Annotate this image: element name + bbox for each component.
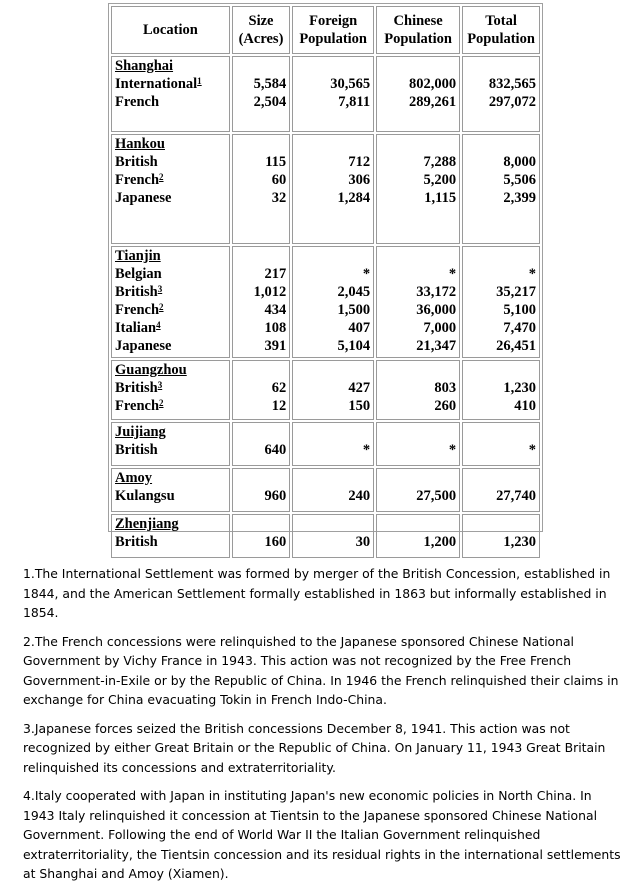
cell-value: 2,045: [337, 284, 371, 300]
concession-name: International$^1$: [115, 76, 202, 92]
table-row: [111, 422, 540, 466]
cell-spacer: [236, 361, 286, 379]
cell-value: 1,230: [503, 380, 536, 396]
location-cell: [111, 246, 230, 358]
concession-name: British: [115, 154, 158, 170]
chinese-cell: [376, 360, 460, 420]
cell-spacer: [466, 515, 536, 533]
size-cell: [232, 514, 290, 558]
size-cell: [232, 422, 290, 466]
cell-spacer: [236, 57, 286, 75]
cell-value: 60: [271, 172, 287, 188]
cell-spacer: [380, 469, 456, 487]
cell-spacer: [296, 423, 370, 441]
cell-value: 434: [264, 302, 287, 318]
cell-value: 289,261: [408, 94, 457, 110]
cell-value: 115: [265, 154, 287, 170]
cell-spacer: [296, 361, 370, 379]
cell-value: *: [362, 266, 371, 282]
cell-value: 712: [348, 154, 371, 170]
cell-value: 1,500: [337, 302, 371, 318]
cell-value: 7,811: [338, 94, 371, 110]
cell-value: 12: [271, 398, 287, 414]
cell-value: 7,288: [423, 154, 457, 170]
concession-name: British: [115, 534, 158, 550]
cell-spacer: [236, 515, 286, 533]
cell-value: 36,000: [416, 302, 457, 318]
concession-name: Japanese: [115, 338, 172, 354]
cell-value: 640: [264, 442, 287, 458]
header-total-population: Total Population: [462, 6, 540, 54]
foreign-cell: [292, 134, 374, 244]
cell-spacer: [380, 135, 456, 153]
cell-value: 240: [348, 488, 371, 504]
cell-value: 30: [355, 534, 371, 550]
cell-value: 32: [271, 190, 287, 206]
cell-spacer: [380, 247, 456, 265]
cell-value: 5,506: [503, 172, 536, 188]
concession-name: British: [115, 442, 158, 458]
footnote-1: 1.The International Settlement was formed by merger of the British Concession, established in 1844, and the American Settlement formally established in 1863 but informally established in 1854.: [23, 566, 611, 620]
footnote-3: 3.Japanese forces seized the British concessions December 8, 1941. This action was not recognized by either Great Britain or the Republic of China. On January 11, 1943 Great Britain relinquished its concessions and extraterritoriality.: [23, 720, 606, 775]
location-cell: [111, 468, 230, 512]
cell-value: 217: [264, 266, 287, 282]
footnote-marker: 1: [197, 76, 202, 86]
cell-value: 150: [348, 398, 371, 414]
cell-value: 5,100: [503, 302, 536, 318]
concession-name: British$^3$: [115, 380, 163, 396]
footnote-marker: 3: [157, 284, 163, 294]
cell-spacer: [380, 423, 456, 441]
cell-spacer: [296, 515, 370, 533]
cell-value: 297,072: [488, 94, 536, 110]
cell-value: 1,115: [424, 190, 457, 206]
cell-value: 62: [271, 380, 287, 396]
cell-value: 802,000: [408, 76, 457, 92]
footnote-2: 2.The French concessions were relinquished to the Japanese sponsored Chinese National Government by Vichy France in 1943. This action was not recognized by the Free French Government-in-Exile or by the Republic of China. In 1946 the French relinquished their claims in exchange for China evacuating Tokin in French Indo-China.: [23, 633, 619, 707]
table-row: [111, 56, 540, 132]
cell-value: *: [528, 266, 536, 282]
foreign-cell: [292, 360, 374, 420]
cell-spacer: [296, 135, 370, 153]
size-cell: [232, 56, 290, 132]
cell-spacer: [466, 423, 536, 441]
cell-value: 260: [434, 398, 457, 414]
foreign-cell: [292, 56, 374, 132]
footnote-marker: 3: [157, 380, 163, 390]
cell-spacer: [466, 361, 536, 379]
cell-value: *: [362, 442, 371, 458]
cell-value: 2,504: [253, 94, 287, 110]
cell-spacer: [466, 57, 536, 75]
cell-value: 8,000: [503, 154, 536, 170]
table-row: [111, 514, 540, 558]
table-row: [111, 134, 540, 244]
cell-value: 410: [514, 398, 536, 414]
cell-spacer: [466, 135, 536, 153]
cell-value: 27,500: [416, 488, 457, 504]
concession-name: British$^3$: [115, 284, 163, 300]
total-cell: [462, 360, 540, 420]
cell-value: *: [448, 442, 457, 458]
cell-value: *: [528, 442, 536, 458]
concession-name: Italian$^4$: [115, 320, 161, 336]
foreign-cell: [292, 422, 374, 466]
location-cell: [111, 56, 230, 132]
location-cell: [111, 360, 230, 420]
cell-value: 803: [434, 380, 457, 396]
concession-name: French$^2$: [115, 172, 164, 188]
cell-value: 108: [264, 320, 287, 336]
cell-value: 5,104: [337, 338, 371, 354]
cell-value: 21,347: [416, 338, 457, 354]
city-name: Juijiang: [115, 424, 166, 440]
cell-value: 26,451: [496, 338, 536, 354]
footnotes: [23, 564, 627, 893]
cell-spacer: [236, 247, 286, 265]
cell-value: 407: [348, 320, 371, 336]
concession-name: French$^2$: [115, 398, 164, 414]
concession-name: Kulangsu: [115, 488, 175, 504]
cell-value: 30,565: [330, 76, 371, 92]
chinese-cell: [376, 468, 460, 512]
total-cell: [462, 246, 540, 358]
cell-value: 427: [348, 380, 371, 396]
city-name: Shanghai: [115, 58, 174, 74]
concession-name: French$^2$: [115, 302, 164, 318]
footnote-4: 4.Italy cooperated with Japan in instituting Japan's new economic policies in North China. In 1943 Italy relinquished it concession at Tientsin to the Japanese sponsored Chinese National Government. Following the end of World War II the Italian Government relinquished extraterritoriality, the Tientsin concession and its residual rights in the international settlements at Shanghai and Amoy (Xiamen).: [23, 788, 621, 881]
city-name: Amoy: [115, 470, 153, 486]
cell-value: 35,217: [496, 284, 536, 300]
cell-value: 960: [264, 488, 287, 504]
concession-name: Japanese: [115, 190, 172, 206]
cell-value: 7,000: [423, 320, 457, 336]
size-cell: [232, 134, 290, 244]
size-cell: [232, 360, 290, 420]
concession-name: French: [115, 94, 160, 110]
total-cell: [462, 514, 540, 558]
cell-spacer: [466, 247, 536, 265]
table-row: [111, 360, 540, 420]
total-cell: [462, 134, 540, 244]
chinese-cell: [376, 246, 460, 358]
chinese-cell: [376, 514, 460, 558]
size-cell: [232, 468, 290, 512]
city-name: Tianjin: [115, 248, 161, 264]
size-cell: [232, 246, 290, 358]
cell-spacer: [236, 469, 286, 487]
cell-value: 1,230: [503, 534, 536, 550]
location-cell: [111, 422, 230, 466]
footnote-marker: 2: [159, 172, 164, 182]
footnote-marker: 4: [156, 320, 161, 330]
cell-spacer: [296, 247, 370, 265]
concessions-table-container: [108, 3, 543, 550]
foreign-cell: [292, 246, 374, 358]
location-cell: [111, 514, 230, 558]
cell-value: 33,172: [416, 284, 457, 300]
footnote-marker: 2: [159, 398, 164, 408]
cell-value: 5,200: [423, 172, 457, 188]
table-header-row: [111, 6, 540, 54]
cell-spacer: [236, 423, 286, 441]
cell-value: 1,200: [423, 534, 457, 550]
table-row: [111, 468, 540, 512]
city-name: Zhenjiang: [115, 516, 179, 532]
cell-value: 391: [264, 338, 287, 354]
header-location: Location: [111, 6, 230, 54]
cell-spacer: [466, 469, 536, 487]
cell-value: 5,584: [253, 76, 287, 92]
cell-value: *: [448, 266, 457, 282]
footnote-marker: 2: [159, 302, 164, 312]
foreign-cell: [292, 468, 374, 512]
foreign-cell: [292, 514, 374, 558]
cell-value: 1,012: [253, 284, 287, 300]
cell-spacer: [296, 469, 370, 487]
cell-spacer: [236, 135, 286, 153]
cell-value: 7,470: [503, 320, 536, 336]
cell-spacer: [380, 361, 456, 379]
cell-value: 1,284: [337, 190, 371, 206]
header-size: Size (Acres): [232, 6, 290, 54]
chinese-cell: [376, 134, 460, 244]
cell-value: 27,740: [496, 488, 536, 504]
cell-value: 306: [348, 172, 371, 188]
location-cell: [111, 134, 230, 244]
cell-value: 832,565: [488, 76, 536, 92]
cell-spacer: [380, 515, 456, 533]
chinese-cell: [376, 422, 460, 466]
header-foreign-population: Foreign Population: [292, 6, 374, 54]
chinese-cell: [376, 56, 460, 132]
cell-value: 160: [264, 534, 287, 550]
total-cell: [462, 56, 540, 132]
cell-spacer: [296, 57, 370, 75]
city-name: Hankou: [115, 136, 165, 152]
cell-value: 2,399: [503, 190, 536, 206]
header-chinese-population: Chinese Population: [376, 6, 460, 54]
total-cell: [462, 422, 540, 466]
concessions-table: [109, 4, 542, 560]
concession-name: Belgian: [115, 266, 162, 282]
total-cell: [462, 468, 540, 512]
table-body: [111, 56, 540, 558]
cell-spacer: [380, 57, 456, 75]
city-name: Guangzhou: [115, 362, 187, 378]
table-row: [111, 246, 540, 358]
